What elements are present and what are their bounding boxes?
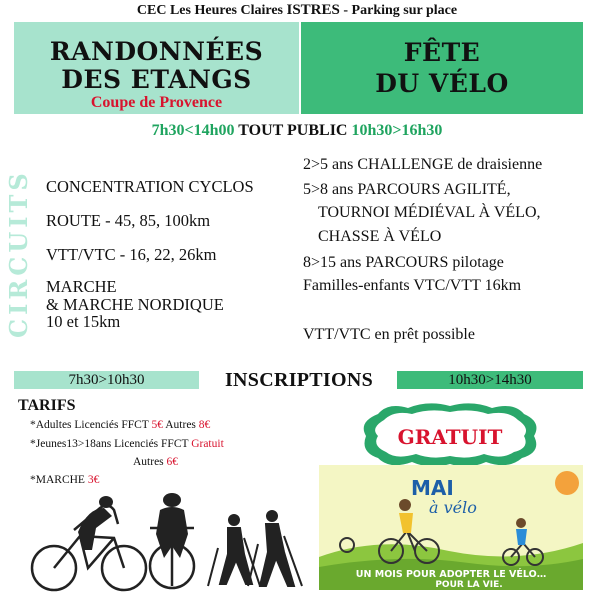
road-cyclist-body-icon xyxy=(78,496,113,550)
mai-slogan-line1: UN MOIS POUR ADOPTER LE VÉLO… xyxy=(355,569,547,580)
coupe-subtitle: Coupe de Provence xyxy=(90,94,223,111)
mai-slogan-line2: POUR LA VIE. xyxy=(435,580,503,590)
organizer: CEC Les Heures Claires xyxy=(136,3,283,18)
city: ISTRES xyxy=(286,2,340,18)
tarif-marche-label: *MARCHE xyxy=(30,474,85,486)
tarif-adultes-autres: Autres xyxy=(165,419,196,431)
fete-chasse: CHASSE À VÉLO xyxy=(318,228,442,245)
inscriptions-time-left: 7h30>10h30 xyxy=(14,371,199,389)
randonnees-title-line2: DES ETANGS xyxy=(61,65,252,94)
nordic-walkers-icon xyxy=(208,511,302,586)
fete-header xyxy=(301,22,583,114)
separator: - xyxy=(343,3,349,18)
fete-draisienne: 2>5 ans CHALLENGE de draisienne xyxy=(303,156,543,173)
fete-title-line2: DU VÉLO xyxy=(375,69,509,98)
circuit-marche-nordique: & MARCHE NORDIQUE xyxy=(46,295,224,314)
randonnees-header xyxy=(14,22,299,114)
circuit-vtt: VTT/VTC - 16, 22, 26km xyxy=(46,245,217,264)
tarif-marche xyxy=(30,473,99,487)
fete-parcours-agilite: 5>8 ans PARCOURS AGILITÉ, xyxy=(303,181,511,198)
tarif-adultes xyxy=(30,418,210,432)
inscriptions-title: INSCRIPTIONS xyxy=(224,369,374,391)
tarif-jeunes-autres-price: 6€ xyxy=(166,456,179,468)
velo-title: à vélo xyxy=(429,498,477,517)
tarif-adultes-price: 5€ xyxy=(151,419,163,431)
mai-title: MAI xyxy=(411,476,454,500)
gratuit-text: GRATUIT xyxy=(397,425,503,449)
randonnees-time: 7h30<14h00 xyxy=(151,122,235,139)
parking-info: Parking sur place xyxy=(351,3,458,18)
circuit-marche: MARCHE xyxy=(46,277,117,296)
circuit-marche-distances: 10 et 15km xyxy=(46,312,121,331)
fete-time: 10h30>16h30 xyxy=(351,122,443,139)
tout-public: TOUT PUBLIC xyxy=(238,122,348,139)
circuits-vertical-label xyxy=(6,172,34,340)
schedule-line xyxy=(0,121,594,141)
randonnees-title-line1: RANDONNÉES xyxy=(49,37,264,66)
tarif-jeunes-price: Gratuit xyxy=(191,438,224,450)
tarif-marche-price: 3€ xyxy=(87,474,100,486)
cyclists-walkers-illustration xyxy=(22,488,312,594)
fete-tournoi: TOURNOI MÉDIÉVAL À VÉLO, xyxy=(318,204,541,221)
top-banner xyxy=(0,0,594,22)
circuit-route: ROUTE - 45, 85, 100km xyxy=(46,211,211,230)
circuit-concentration: CONCENTRATION CYCLOS xyxy=(46,177,254,196)
tarif-jeunes-autres-line xyxy=(133,455,178,469)
fete-title-line1: FÊTE xyxy=(403,38,481,67)
sun-icon xyxy=(555,471,579,495)
fete-pret: VTT/VTC en prêt possible xyxy=(303,326,475,343)
mai-a-velo-card xyxy=(319,465,583,590)
tarifs-title: TARIFS xyxy=(18,397,76,414)
gratuit-badge xyxy=(358,402,542,468)
fete-familles: Familles-enfants VTC/VTT 16km xyxy=(303,277,522,294)
tarif-adultes-autres-price: 8€ xyxy=(198,419,211,431)
tarif-jeunes-autres: Autres xyxy=(133,456,164,468)
tarif-adultes-label: *Adultes Licenciés FFCT xyxy=(30,419,149,431)
fete-pilotage: 8>15 ans PARCOURS pilotage xyxy=(303,254,504,271)
tarif-jeunes-label: *Jeunes13>18ans Licenciés FFCT xyxy=(30,438,189,450)
circuits-text: CIRCUITS xyxy=(6,172,33,338)
tarif-jeunes xyxy=(30,437,224,451)
inscriptions-time-right: 10h30>14h30 xyxy=(397,371,583,389)
